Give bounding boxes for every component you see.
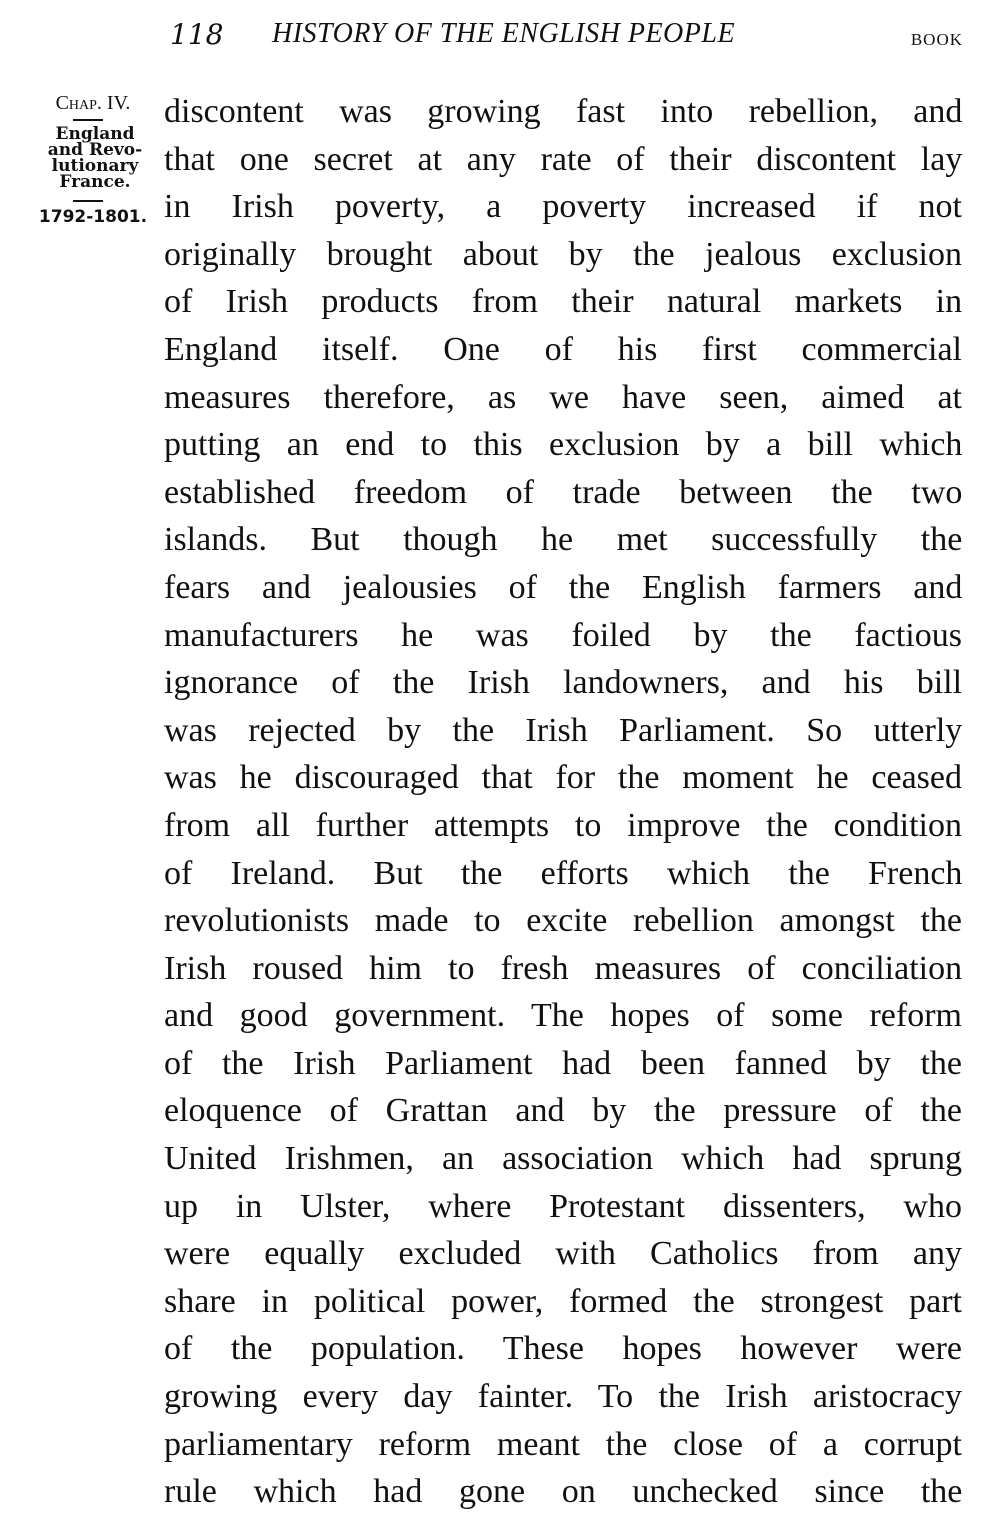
text-line: England itself. One of his first commercial <box>164 330 962 368</box>
text-line: fears and jealousies of the English farmers and <box>164 568 963 606</box>
text-line: up in Ulster, where Protestant dissenters, who <box>164 1187 962 1225</box>
text-line: revolutionists made to excite rebellion amongst the <box>164 902 962 940</box>
text-line: from all further attempts to improve the condition <box>164 806 962 844</box>
text-line: in Irish poverty, a poverty increased if not <box>164 188 962 226</box>
text-line: discontent was growing fast into rebellion, and <box>164 93 963 130</box>
text-line: of the Irish Parliament had been fanned by the <box>164 1044 962 1082</box>
margin-note <box>20 92 156 227</box>
topic-line: England <box>55 124 135 144</box>
text-line: was rejected by the Irish Parliament. So utterly <box>164 711 963 749</box>
text-line: measures therefore, as we have seen, aimed at <box>164 378 962 416</box>
book-label: BOOK <box>910 30 963 49</box>
text-line: Irish roused him to fresh measures of conciliation <box>164 949 963 987</box>
text-line: rule which had gone on unchecked since the <box>164 1473 963 1511</box>
margin-rule <box>73 200 103 202</box>
margin-rule <box>73 119 103 121</box>
text-line: putting an end to this exclusion by a bill which <box>164 426 963 464</box>
text-line: established freedom of trade between the two <box>164 473 963 511</box>
page-number: 118 <box>170 18 224 51</box>
text-line: ignorance of the Irish landowners, and his bill <box>164 664 963 702</box>
text-line: originally brought about by the jealous exclusion <box>164 235 962 273</box>
topic-line: lutionary <box>51 156 139 176</box>
date-range: 1792-1801. <box>38 207 148 227</box>
text-line: growing every day fainter. To the Irish aristocracy <box>164 1378 962 1416</box>
text-line: United Irishmen, an association which had sprung <box>164 1140 962 1178</box>
text-line: of the population. These hopes however were <box>164 1330 962 1368</box>
chapter-label: Chap. IV. <box>55 92 131 114</box>
topic-line: and Revo- <box>47 140 143 160</box>
text-line: was he discouraged that for the moment he ceased <box>164 759 962 797</box>
text-line: of Ireland. But the efforts which the French <box>164 854 963 892</box>
running-header <box>0 18 1000 58</box>
topic-line: France. <box>59 172 131 192</box>
text-line: of Irish products from their natural markets in <box>164 283 963 321</box>
text-line: manufacturers he was foiled by the factious <box>164 616 962 654</box>
text-line: eloquence of Grattan and by the pressure of the <box>164 1092 962 1130</box>
text-line: islands. But though he met successfully the <box>164 521 963 559</box>
text-line: share in political power, formed the strongest part <box>164 1282 962 1320</box>
body-text <box>164 88 962 1516</box>
text-line: were equally excluded with Catholics from any <box>164 1235 962 1273</box>
text-line: parliamentary reform meant the close of a corrupt <box>164 1425 962 1463</box>
text-line: and good government. The hopes of some reform <box>164 997 962 1035</box>
running-title: HISTORY OF THE ENGLISH PEOPLE <box>272 18 736 49</box>
text-line: that one secret at any rate of their discontent lay <box>164 140 963 178</box>
